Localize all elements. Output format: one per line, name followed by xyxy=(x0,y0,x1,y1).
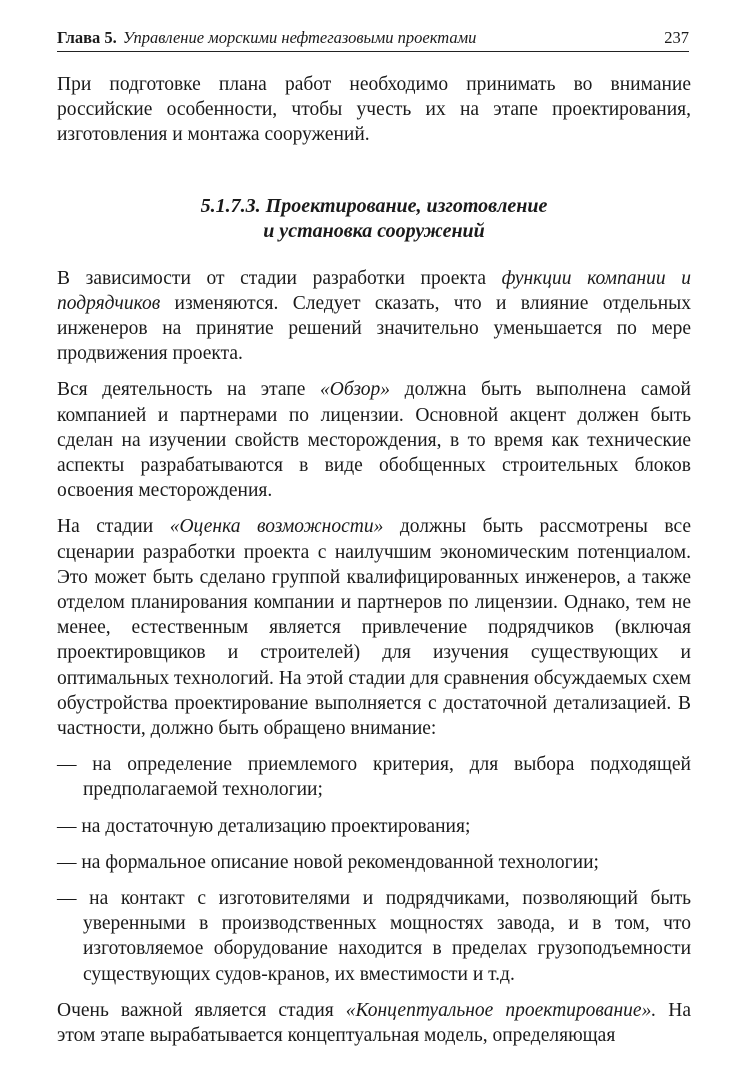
paragraph-3 xyxy=(57,514,691,741)
paragraph-3-emphasis: «Оценка возможности» xyxy=(169,516,384,538)
paragraph-4-after: На этом этапе вырабатывается концептуальная модель, определяющая xyxy=(57,999,691,1047)
paragraph-4-emphasis: «Концептуальное проектирование». xyxy=(345,999,657,1021)
paragraph-1-after: изменяются. Следует сказать, что и влияние отдельных инженеров на принятие решений значительно уменьшается по мере продвижения проекта. xyxy=(57,292,691,365)
chapter-title: Управление морскими нефтегазовыми проектами xyxy=(122,28,477,47)
chapter-label: Глава 5. xyxy=(57,28,117,47)
paragraph-3-before: На стадии xyxy=(57,516,170,538)
section-heading xyxy=(57,194,691,244)
page-number: 237 xyxy=(664,28,689,47)
section-heading-line2: и установка сооружений xyxy=(263,219,485,242)
paragraph-1-before: В зависимости от стадии разработки проекта xyxy=(57,267,502,289)
section-heading-line1: 5.1.7.3. Проектирование, изготовление xyxy=(200,194,548,217)
page-body xyxy=(57,72,691,1059)
list-item: — на достаточную детализацию проектирования; xyxy=(57,815,471,837)
paragraph-2 xyxy=(57,377,691,503)
list-item: — на формальное описание новой рекомендованной технологии; xyxy=(57,851,599,873)
paragraph-4 xyxy=(57,998,691,1048)
paragraph-2-before: Вся деятельность на этапе xyxy=(57,379,321,401)
intro-paragraph: При подготовке плана работ необходимо принимать во внимание российские особенности, чтобы учесть их на этапе проектирования, изготовления и монтажа сооружений. xyxy=(57,74,691,146)
paragraph-1 xyxy=(57,266,691,367)
list-item: — на контакт с изготовителями и подрядчиками, позволяющий быть уверенными в производственных мощностях завода, и в том, что изготовляемое оборудование находится в пределах грузоподъемности существующих судов-кранов, их вместимости и т.д. xyxy=(57,888,691,985)
list-item: — на определение приемлемого критерия, для выбора подходящей предполагаемой технологии; xyxy=(57,754,691,801)
paragraph-1-emphasis: функции компании и подрядчиков xyxy=(57,267,692,314)
paragraph-2-emphasis: «Обзор» xyxy=(320,379,391,401)
paragraph-2-after: должна быть выполнена самой компанией и партнерами по лицензии. Основной акцент должен быть сделан на изучении свойств месторождения, в то время как технические аспекты разрабатываются в виде обобщенных строительных блоков освоения месторождения. xyxy=(57,379,691,502)
running-header xyxy=(57,28,689,52)
paragraph-4-before: Очень важной является стадия xyxy=(57,999,346,1021)
paragraph-3-after: должны быть рассмотрены все сценарии разработки проекта с наилучшим экономическим потенциалом. Это может быть сделано группой квалифицированных инженеров, а также отделом планирования компании и партнеров по лицензии. Однако, тем не менее, естественным является привлечение подрядчиков (включая проектировщиков и строителей) для изучения существующих и оптимальных технологий. На этой стадии для сравнения обсуждаемых схем обустройства проектирование выполняется с достаточной детализацией. В частности, должно быть обращено внимание: xyxy=(57,516,691,740)
